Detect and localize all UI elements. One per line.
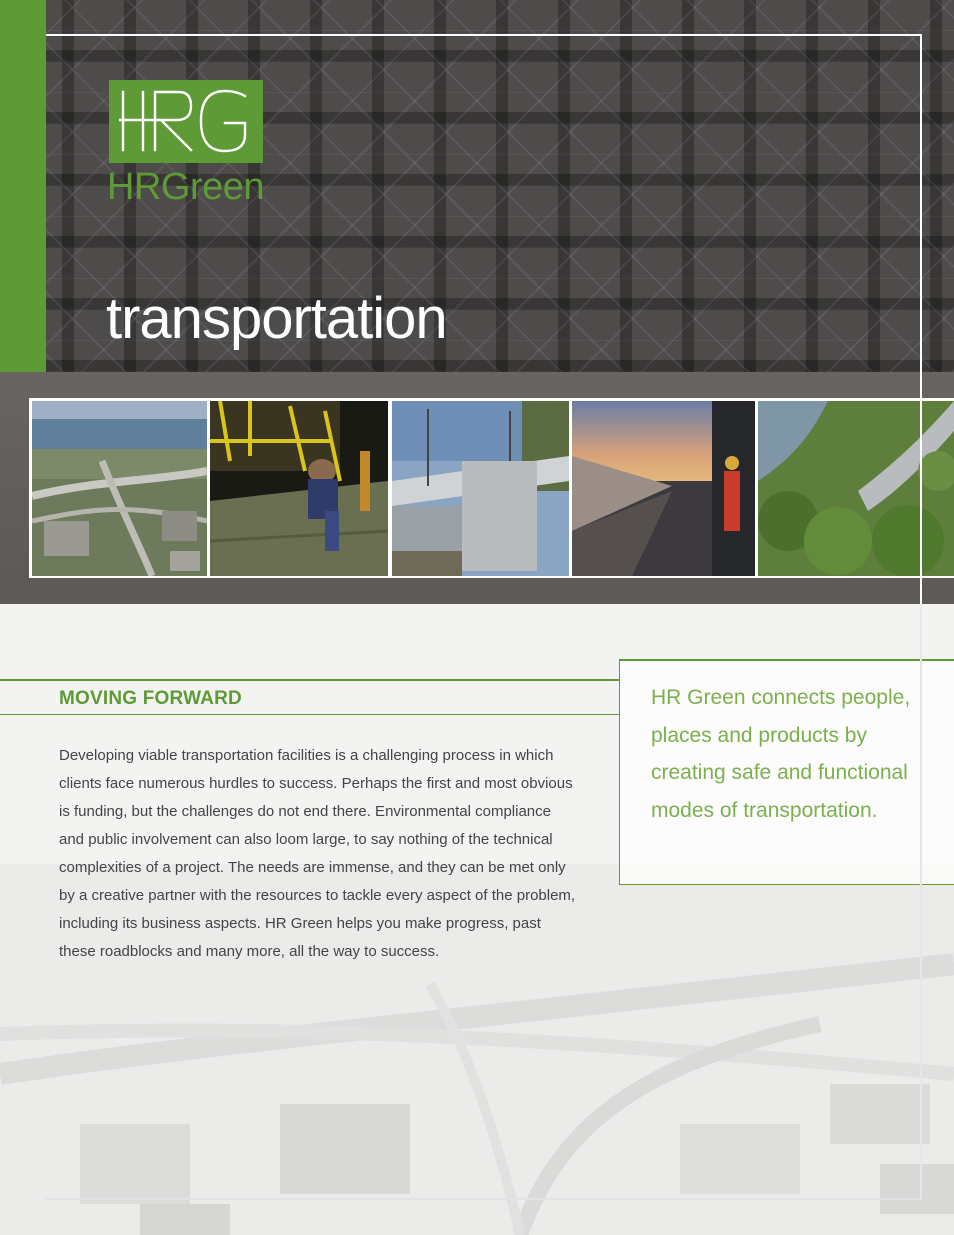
side-tab (0, 0, 46, 372)
section-rule-top (0, 679, 620, 681)
page-frame-bottom (46, 1198, 922, 1200)
pull-quote-text: HR Green connects people, places and products by creating safe and functional modes of transportation. (651, 686, 911, 822)
paving-crew-photo (210, 401, 388, 576)
section-rule-bottom (0, 714, 620, 715)
rail-platform-sunset-photo (572, 401, 755, 576)
page-title: transportation (106, 286, 447, 351)
bridge-photo (392, 401, 569, 576)
hrg-logo-mark (119, 88, 253, 154)
page-frame-right-lower (920, 604, 922, 1200)
logo (109, 80, 263, 163)
photo-strip (29, 398, 954, 578)
section-heading: MOVING FORWARD (59, 688, 242, 709)
pull-quote-box (619, 659, 954, 885)
logo-wordmark: HRGreen (107, 166, 264, 208)
highway-hillside-photo (758, 401, 954, 576)
body-paragraph: Developing viable transportation facilities is a challenging process in which clients face numerous hurdles to success. Perhaps the first and most obvious is funding, but the challenges do not end there. Environmental compliance and public involvement can also loom large, to say nothing of the technical complexities of a project. The needs are immense, and they can be met only by a creative partner with the resources to tackle every aspect of the problem, including its business aspects. HR Green helps you make progress, past these roadblocks and many more, all the way to success. (59, 747, 576, 960)
aerial-interchange-photo (32, 401, 207, 576)
